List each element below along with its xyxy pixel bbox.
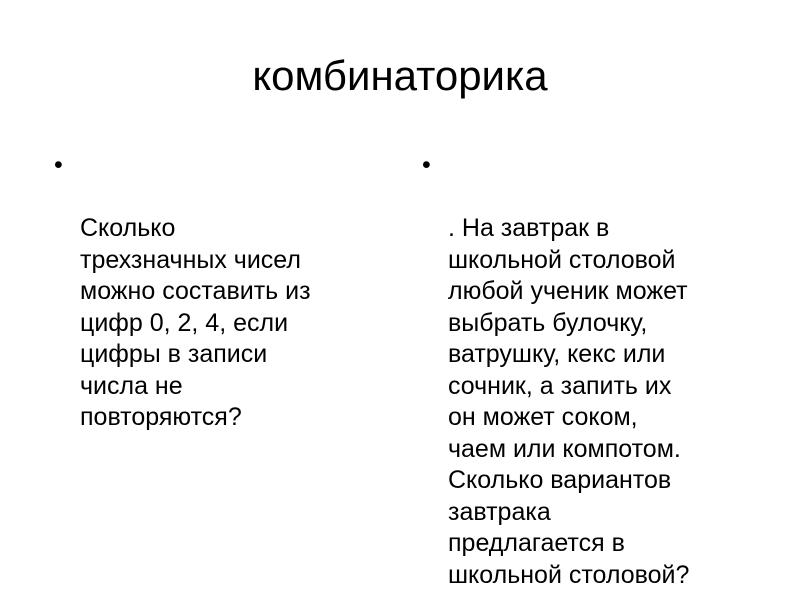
right-bullet-text: . На завтрак в школьной столовой любой ученик может выбрать булочку, ватрушку, кекс или сочник, а запить их он может соком, чаем или компотом. Сколько вариантов завтрака предлагается в школьной столовой?: [448, 214, 690, 589]
bullet-dot-icon: •: [54, 151, 63, 179]
left-bullet-text: Сколько трехзначных чисел можно составить из цифр 0, 2, 4, если цифры в записи числа не повторяются?: [80, 214, 311, 431]
right-bullet-item: [420, 150, 760, 591]
slide-title: комбинаторика: [252, 52, 548, 99]
right-column: [420, 150, 760, 591]
left-bullet-item: [52, 150, 372, 434]
left-column: [52, 150, 372, 434]
bullet-dot-icon: •: [422, 151, 431, 179]
